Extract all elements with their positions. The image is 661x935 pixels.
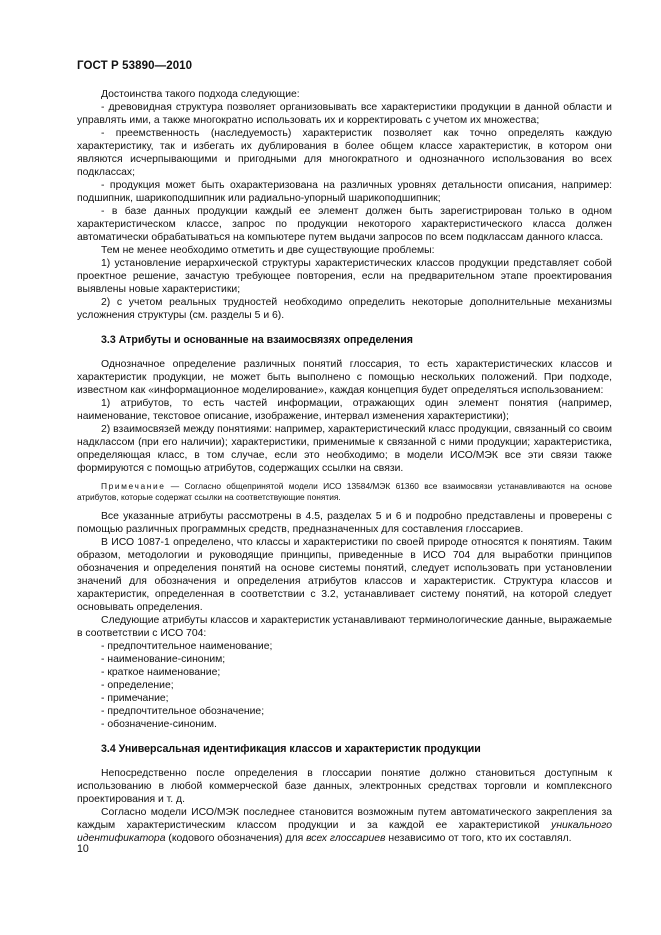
section-heading-3-3: 3.3 Атрибуты и основанные на взаимосвязях определения: [101, 334, 413, 346]
text-run: независимо от того, кто их составлял.: [385, 833, 572, 844]
paragraph: - древовидная структура позволяет организовывать все характеристики продукции в данной области и управлять ими, а также многократно использовать их и корректировать с учетом их множества;: [77, 102, 612, 126]
page-number: 10: [77, 843, 89, 855]
paragraph: Тем не менее необходимо отметить и две существующие проблемы:: [101, 245, 435, 256]
list-item: - предпочтительное наименование;: [101, 641, 273, 652]
identification-section: [77, 767, 612, 845]
terminology-list: [77, 640, 612, 731]
attributes-continued: [77, 510, 612, 640]
paragraph: 1) установление иерархической структуры характеристических классов продукции представляет собой проектное решение, зачастую требующее повторения, если на предварительном этапе проектирования выявлены новые характеристики;: [77, 258, 612, 295]
list-item: - определение;: [101, 680, 174, 691]
list-item: - предпочтительное обозначение;: [101, 706, 265, 717]
note-label: Примечание: [101, 481, 166, 491]
paragraph: В ИСО 1087-1 определено, что классы и характеристики по своей природе относятся к понятиям. Таким образом, методологии и руководящие принципы, приведенные в ИСО 704 для выработки принципов обозначения и определения понятий на основе системы понятий, следует использовать при установлении значений для обозначения и определения атрибутов классов и характеристик. Структура классов и характеристик, определенная в соответствии с 3.2, устанавливает систему понятий, на которой следует основывать определения.: [77, 537, 612, 613]
advantages-section: [77, 88, 612, 322]
paragraph: - в базе данных продукции каждый ее элемент должен быть зарегистрирован только в одном характеристическом классе, запрос по продукции некоторого характеристического класса должен автоматически обрабатываться на компьютере путем выдачи запросов по всем подклассам данного класса.: [77, 206, 612, 243]
attributes-section: [77, 358, 612, 475]
paragraph-last: [77, 806, 612, 845]
paragraph: Достоинства такого подхода следующие:: [101, 89, 300, 100]
document-page: [77, 60, 612, 845]
note: [77, 481, 612, 503]
paragraph: 1) атрибутов, то есть частей информации, отражающих один элемент понятия (например, наименование, текстовое описание, изображение, интервал изменения характеристики);: [77, 398, 612, 422]
italic-run: уникального идентификатора: [77, 820, 612, 844]
document-header: ГОСТ Р 53890—2010: [77, 60, 193, 72]
list-item: - наименование-синоним;: [101, 654, 226, 665]
section-heading-3-4: 3.4 Универсальная идентификация классов и характеристик продукции: [101, 743, 481, 755]
paragraph: Непосредственно после определения в глоссарии понятие должно становиться доступным к использованию в любой коммерческой базе данных, электронных средствах торговли и комплексного проектирования и т. д.: [77, 768, 612, 805]
text-run: Согласно модели ИСО/МЭК последнее становится возможным путем автоматического закрепления за каждым характеристическим классом продукции и за каждой ее характеристикой: [77, 807, 612, 831]
paragraph: 2) взаимосвязей между понятиями: например, характеристический класс продукции, связанный со своим надклассом (при его наличии); характеристики, применимые к связанной с ними продукции; характеристика, определяющая класс, в том случае, если это необходимо; в модели ИСО/МЭК все эти связи также формируются с помощью атрибутов, содержащих ссылки на связи.: [77, 424, 612, 474]
text-run: (кодового обозначения) для: [165, 833, 307, 844]
paragraph: 2) с учетом реальных трудностей необходимо определить некоторые дополнительные механизмы усложнения структуры (см. разделы 5 и 6).: [77, 297, 612, 321]
paragraph: - преемственность (наследуемость) характеристик позволяет как точно определять каждую характеристику, так и избегать их дублирования в более общем классе характеристик, в котором они являются исчерпывающими и пригодными для многократного и однозначного использования во всех подклассах;: [77, 128, 612, 178]
list-item: - обозначение-синоним.: [101, 719, 217, 730]
italic-run: всех глоссариев: [306, 833, 386, 844]
paragraph: Однозначное определение различных понятий глоссария, то есть характеристических классов и характеристик продукции, не может быть выполнено с помощью нескольких положений. При подходе, известном как «информационное моделирование», каждая концепция будет определяться использованием:: [77, 359, 612, 396]
note-text: — Согласно общепринятой модели ИСО 13584/МЭК 61360 все взаимосвязи устанавливаются на основе атрибутов, которые содержат ссылки на соответствующие понятия.: [77, 481, 612, 502]
paragraph: Все указанные атрибуты рассмотрены в 4.5, разделах 5 и 6 и подробно представлены и проверены с помощью различных программных средств, предназначенных для составления глоссариев.: [77, 511, 612, 535]
list-item: - краткое наименование;: [101, 667, 221, 678]
paragraph: Следующие атрибуты классов и характеристик устанавливают терминологические данные, выражаемые в соответствии с ИСО 704:: [77, 615, 612, 639]
list-item: - примечание;: [101, 693, 169, 704]
paragraph: - продукция может быть охарактеризована на различных уровнях детальности описания, например: подшипник, шарикоподшипник или радиально-упорный шарикоподшипник;: [77, 180, 612, 204]
